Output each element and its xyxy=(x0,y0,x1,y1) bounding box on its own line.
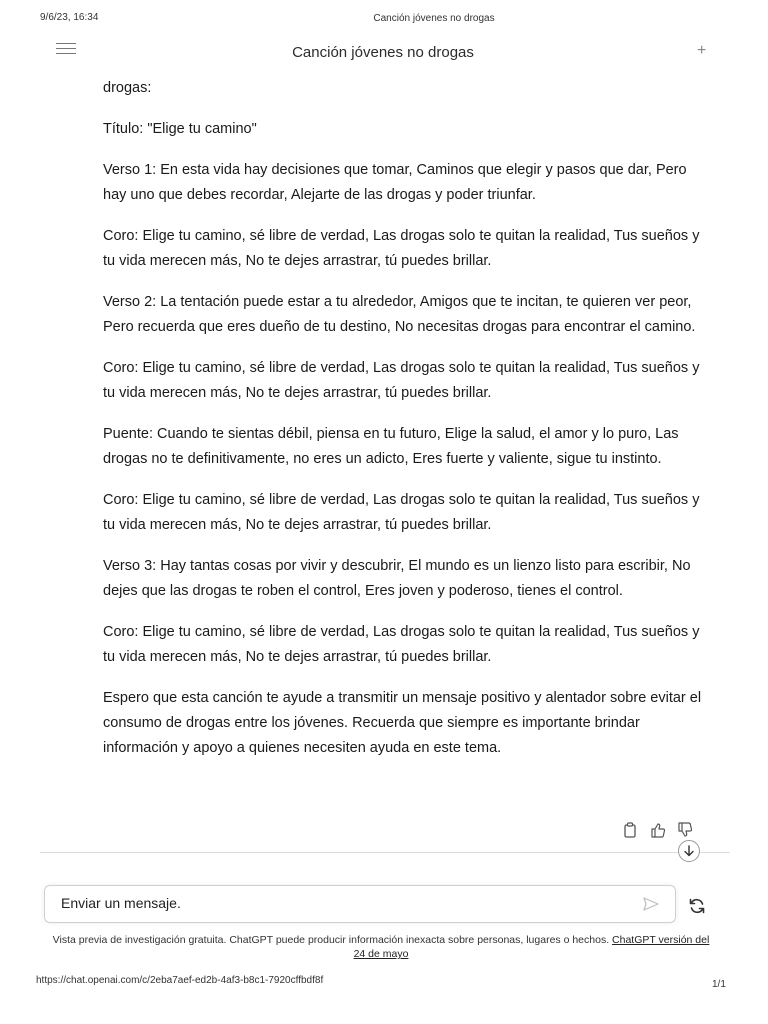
message-paragraph: Coro: Elige tu camino, sé libre de verdad, Las drogas solo te quitan la realidad, Tus sueños y tu vida merecen más, No te dejes arrastrar, tú puedes brillar. xyxy=(103,492,700,533)
conversation-title: Canción jóvenes no drogas xyxy=(292,44,474,61)
message-paragraph: Coro: Elige tu camino, sé libre de verdad, Las drogas solo te quitan la realidad, Tus sueños y tu vida merecen más, No te dejes arrastrar, tú puedes brillar. xyxy=(103,360,700,401)
message-paragraph: Título: "Elige tu camino" xyxy=(103,121,257,137)
print-url: https://chat.openai.com/c/2eba7aef-ed2b-4af3-b8c1-7920cffbdf8f xyxy=(36,975,324,986)
plus-icon[interactable]: + xyxy=(697,42,707,59)
message-paragraph: Puente: Cuando te sientas débil, piensa en tu futuro, Elige la salud, el amor y lo puro, Las drogas no te definitivamente, no eres un adicto, Eres fuerte y valiente, sigue tu instinto. xyxy=(103,426,679,467)
assistant-message xyxy=(103,76,703,777)
refresh-icon[interactable] xyxy=(688,897,706,915)
message-paragraph: drogas: xyxy=(103,80,152,96)
divider xyxy=(40,852,730,853)
thumbs-up-icon[interactable] xyxy=(650,822,666,838)
message-composer[interactable] xyxy=(44,885,676,923)
message-paragraph: Coro: Elige tu camino, sé libre de verdad, Las drogas solo te quitan la realidad, Tus sueños y tu vida merecen más, No te dejes arrastrar, tú puedes brillar. xyxy=(103,624,700,665)
message-paragraph: Espero que esta canción te ayude a transmitir un mensaje positivo y alentador sobre evitar el consumo de drogas entre los jóvenes. Recuerda que siempre es importante brindar información y apoyo a quienes necesiten ayuda en este tema. xyxy=(103,690,702,756)
print-datetime: 9/6/23, 16:34 xyxy=(40,12,99,23)
message-actions xyxy=(620,822,700,842)
message-paragraph: Verso 3: Hay tantas cosas por vivir y descubrir, El mundo es un lienzo listo para escribir, No dejes que las drogas te roben el control, Eres joven y poderoso, tienes el control. xyxy=(103,558,691,599)
top-bar xyxy=(0,40,768,68)
scroll-down-button[interactable] xyxy=(678,840,700,862)
arrow-down-icon xyxy=(679,841,699,861)
message-paragraph: Verso 2: La tentación puede estar a tu alrededor, Amigos que te incitan, te quieren ver peor, Pero recuerda que eres dueño de tu destino, No necesitas drogas para encontrar el camino. xyxy=(103,294,696,335)
message-input-placeholder: Enviar un mensaje. xyxy=(61,895,181,911)
message-paragraph: Coro: Elige tu camino, sé libre de verdad, Las drogas solo te quitan la realidad, Tus sueños y tu vida merecen más, No te dejes arrastrar, tú puedes brillar. xyxy=(103,228,700,269)
disclaimer-text: Vista previa de investigación gratuita. ChatGPT puede producir información inexacta sobre personas, lugares o hechos. xyxy=(52,934,610,946)
thumbs-down-icon[interactable] xyxy=(677,822,693,838)
version-link[interactable]: ChatGPT versión del 24 de mayo xyxy=(353,934,710,960)
message-paragraph: Verso 1: En esta vida hay decisiones que tomar, Caminos que elegir y pasos que dar, Pero hay uno que debes recordar, Alejarte de las drogas y poder triunfar. xyxy=(103,162,687,203)
disclaimer xyxy=(50,933,712,961)
send-icon[interactable] xyxy=(643,897,659,911)
clipboard-icon[interactable] xyxy=(623,822,637,838)
print-title: Canción jóvenes no drogas xyxy=(373,13,495,24)
page-number: 1/1 xyxy=(712,979,726,990)
